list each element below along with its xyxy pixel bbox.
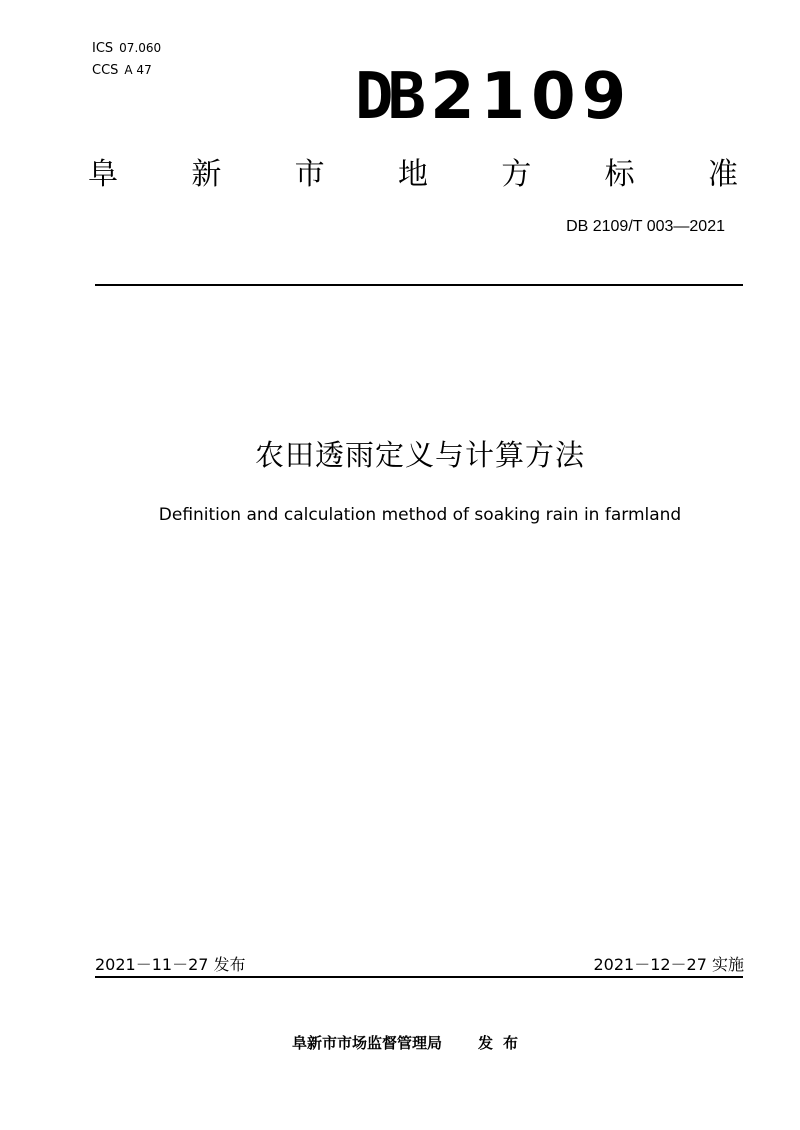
title-char: 市 bbox=[294, 157, 325, 192]
db-code: 2109 bbox=[430, 60, 633, 134]
title-char: 准 bbox=[707, 157, 738, 192]
bottom-divider bbox=[95, 976, 743, 978]
top-divider bbox=[95, 284, 743, 286]
ics-value: 07.060 bbox=[119, 41, 162, 55]
title-char: 阜 bbox=[88, 157, 118, 192]
db-prefix: DB bbox=[355, 60, 421, 134]
issuer-action: 发布 bbox=[478, 1034, 529, 1052]
document-title-english: Definition and calculation method of soaking rain in farmland bbox=[158, 505, 682, 525]
db-standard-mark bbox=[355, 62, 685, 132]
title-char: 新 bbox=[191, 157, 222, 192]
ics-code bbox=[92, 38, 161, 59]
title-char: 方 bbox=[501, 157, 532, 192]
ccs-label: CCS bbox=[92, 63, 119, 78]
ccs-value: A 47 bbox=[124, 63, 152, 77]
issuing-authority bbox=[0, 1032, 800, 1054]
issuer-name: 阜新市市场监督管理局 bbox=[291, 1034, 442, 1052]
document-title-chinese: 农田透雨定义与计算方法 bbox=[254, 438, 585, 472]
issue-date: 2021－11－27 发布 bbox=[95, 955, 246, 974]
standard-category-title bbox=[88, 153, 738, 197]
standard-number: DB 2109/T 003—2021 bbox=[566, 218, 725, 235]
title-char: 地 bbox=[397, 157, 428, 192]
ccs-code bbox=[92, 60, 152, 81]
implementation-date: 2021－12－27 实施 bbox=[593, 955, 744, 974]
ics-label: ICS bbox=[92, 41, 114, 56]
title-char: 标 bbox=[604, 157, 635, 192]
